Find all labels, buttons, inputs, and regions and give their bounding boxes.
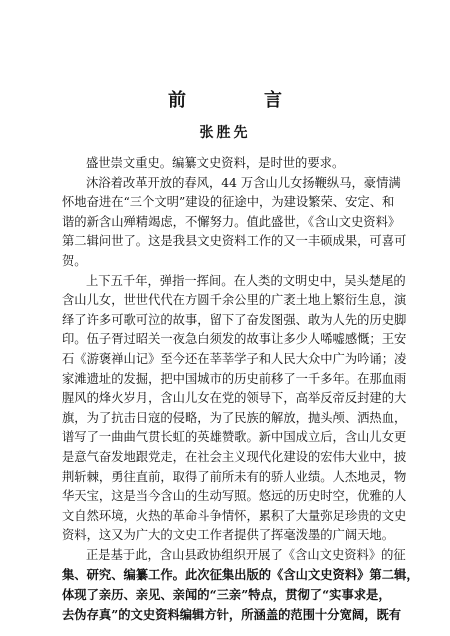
text-line: 华天宝，这是当今含山的生动写照。悠远的历史时空，优雅的人 bbox=[62, 489, 407, 504]
page-title: 前 言 bbox=[168, 90, 312, 111]
text-line: 第二辑问世了。这是我县文史资料工作的又一丰硕成果，可喜可 bbox=[62, 234, 407, 249]
text-line: 集、研究、编纂工作。此次征集出版的《含山文史资料》第二辑， bbox=[62, 567, 419, 583]
text-line: 谐的新含山殚精竭虑，不懈努力。值此盛世，《含山文史资料》 bbox=[62, 214, 401, 229]
text-line: 谱写了一曲曲气贯长虹的英雄赞歌。新中国成立后，含山儿女更 bbox=[62, 430, 407, 445]
text-line: 正是基于此，含山县政协组织开展了《含山文史资料》的征 bbox=[86, 547, 406, 562]
text-line: 旗，为了抗击日寇的侵略，为了民族的解放，抛头颅、洒热血， bbox=[62, 410, 407, 425]
text-line: 绎了许多可歌可泣的故事，留下了奋发图强、敢为人先的历史脚 bbox=[62, 312, 407, 327]
text-line: 石《游褒禅山记》至今还在莘莘学子和人民大众中广为吟诵；凌 bbox=[62, 351, 407, 366]
text-line: 怀地奋进在“三个文明”建设的征途中，为建设繁荣、安定、和 bbox=[62, 195, 395, 210]
text-line: 荆斩棘，勇往直前，取得了前所未有的骄人业绩。人杰地灵，物 bbox=[62, 469, 407, 484]
text-line: 去伪存真”的文史资料编辑方针，所涵盖的范围十分宽阔，既有 bbox=[62, 606, 402, 622]
text-line: 印。伍子胥过昭关一夜急白须发的故事让多少人唏嘘感慨；王安 bbox=[62, 332, 407, 347]
text-line: 文自然环境，火热的革命斗争情怀，累积了大量弥足珍贵的文史 bbox=[62, 508, 407, 523]
preface-body bbox=[62, 154, 419, 624]
text-line: 资料，这又为广大的文史工作者提供了挥毫泼墨的广阔天地。 bbox=[62, 528, 395, 543]
text-line: 上下五千年，弹指一挥间。在人类的文明史中，吴头楚尾的 bbox=[86, 273, 406, 288]
text-line: 含山儿女，世世代代在方圆千余公里的广袤土地上繁衍生息，演 bbox=[62, 293, 407, 308]
text-line: 家滩遗址的发掘，把中国城市的历史前移了一千多年。在那血雨 bbox=[62, 371, 407, 386]
text-line: 体现了亲历、亲见、亲闻的“三亲”特点，贯彻了“实事求是， bbox=[62, 587, 391, 603]
author-name: 张胜先 bbox=[199, 125, 251, 141]
text-line: 是意气奋发地跟党走，在社会主义现代化建设的宏伟大业中，披 bbox=[62, 449, 407, 464]
text-line: 沐浴着改革开放的春风，44 万含山儿女扬鞭纵马，豪情满 bbox=[86, 175, 401, 190]
text-line: 贺。 bbox=[62, 253, 87, 268]
text-line: 盛世崇文重史。编纂文史资料，是时世的要求。 bbox=[86, 156, 345, 170]
text-line: 腥风的烽火岁月，含山儿女在党的领导下，高举反帝反封建的大 bbox=[62, 391, 407, 406]
